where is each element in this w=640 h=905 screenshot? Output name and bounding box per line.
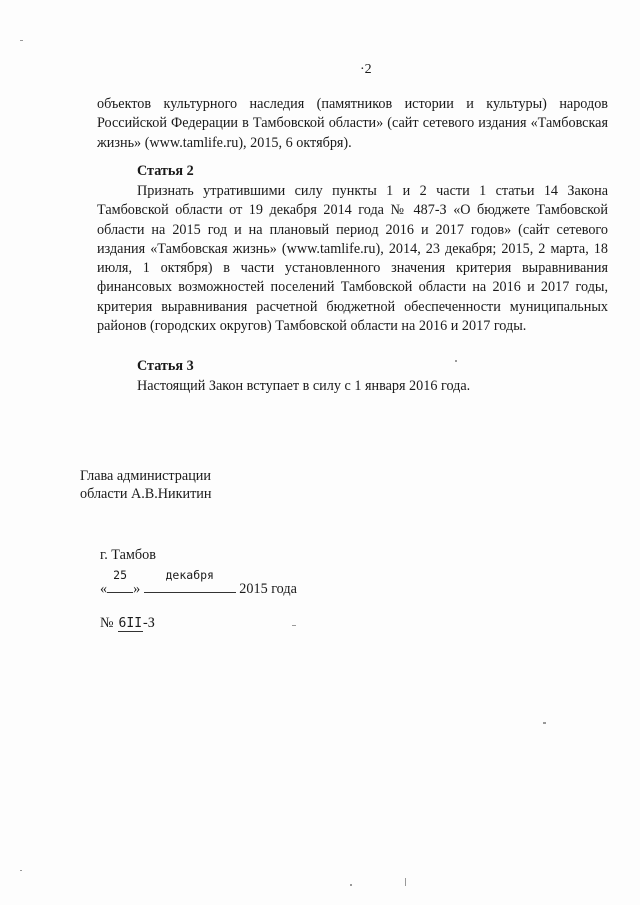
date-month-blank bbox=[144, 568, 236, 593]
date-day-blank bbox=[107, 568, 133, 593]
law-number: 6II bbox=[118, 616, 143, 631]
scan-speck bbox=[543, 722, 546, 724]
law-number-suffix: -З bbox=[143, 615, 155, 631]
signature-line-1: Глава администрации bbox=[80, 468, 211, 484]
scan-speck bbox=[455, 360, 457, 362]
scan-speck bbox=[350, 884, 352, 886]
city: г. Тамбов bbox=[100, 547, 156, 563]
date-close-quote: » bbox=[133, 581, 141, 597]
intro-paragraph: объектов культурного наследия (памятников истории и культуры) народов Российской Федерации в Тамбовской области» (сайт сетевого издания «Тамбовская жизнь» (www.tamlife.ru), 2015, 6 октября). bbox=[97, 96, 608, 151]
scan-speck bbox=[405, 878, 406, 886]
date-day: 25 bbox=[113, 568, 128, 582]
scan-speck bbox=[20, 40, 23, 41]
page-number: ·2 bbox=[360, 62, 372, 77]
date-line bbox=[100, 568, 297, 598]
article-2-text: Признать утратившими силу пункты 1 и 2 части 1 статьи 14 Закона Тамбовской области от 19 декабря 2014 года № 487-З «О бюджете Тамбовской области на 2015 год и на плановый период 2016 и 2017 годов» (сайт сетевого издания «Тамбовская жизнь» (www.tamlife.ru), 2014, 23 декабря; 2015, 2 марта, 18 июля, 1 октября) в части установленного значения критерия выравнивания финансовых возможностей поселений Тамбовской области на 2016 и 2017 годы, критерия выравнивания расчетной бюджетной обеспеченности муниципальных районов (городских округов) Тамбовской области на 2016 и 2017 годы. bbox=[97, 183, 608, 335]
signature-line-2: области А.В.Никитин bbox=[80, 486, 212, 502]
date-open-quote: « bbox=[100, 581, 108, 597]
article-3-title: Статья 3 bbox=[137, 358, 194, 374]
signature-block bbox=[80, 467, 211, 503]
date-year: 2015 года bbox=[239, 581, 297, 597]
article-2-title: Статья 2 bbox=[137, 163, 194, 179]
article-3-text: Настоящий Закон вступает в силу с 1 января 2016 года. bbox=[137, 378, 471, 394]
law-number-line bbox=[100, 615, 155, 632]
date-month: декабря bbox=[165, 568, 214, 582]
law-number-prefix: № bbox=[100, 615, 114, 631]
scan-speck bbox=[292, 625, 296, 626]
scan-speck bbox=[20, 870, 22, 871]
